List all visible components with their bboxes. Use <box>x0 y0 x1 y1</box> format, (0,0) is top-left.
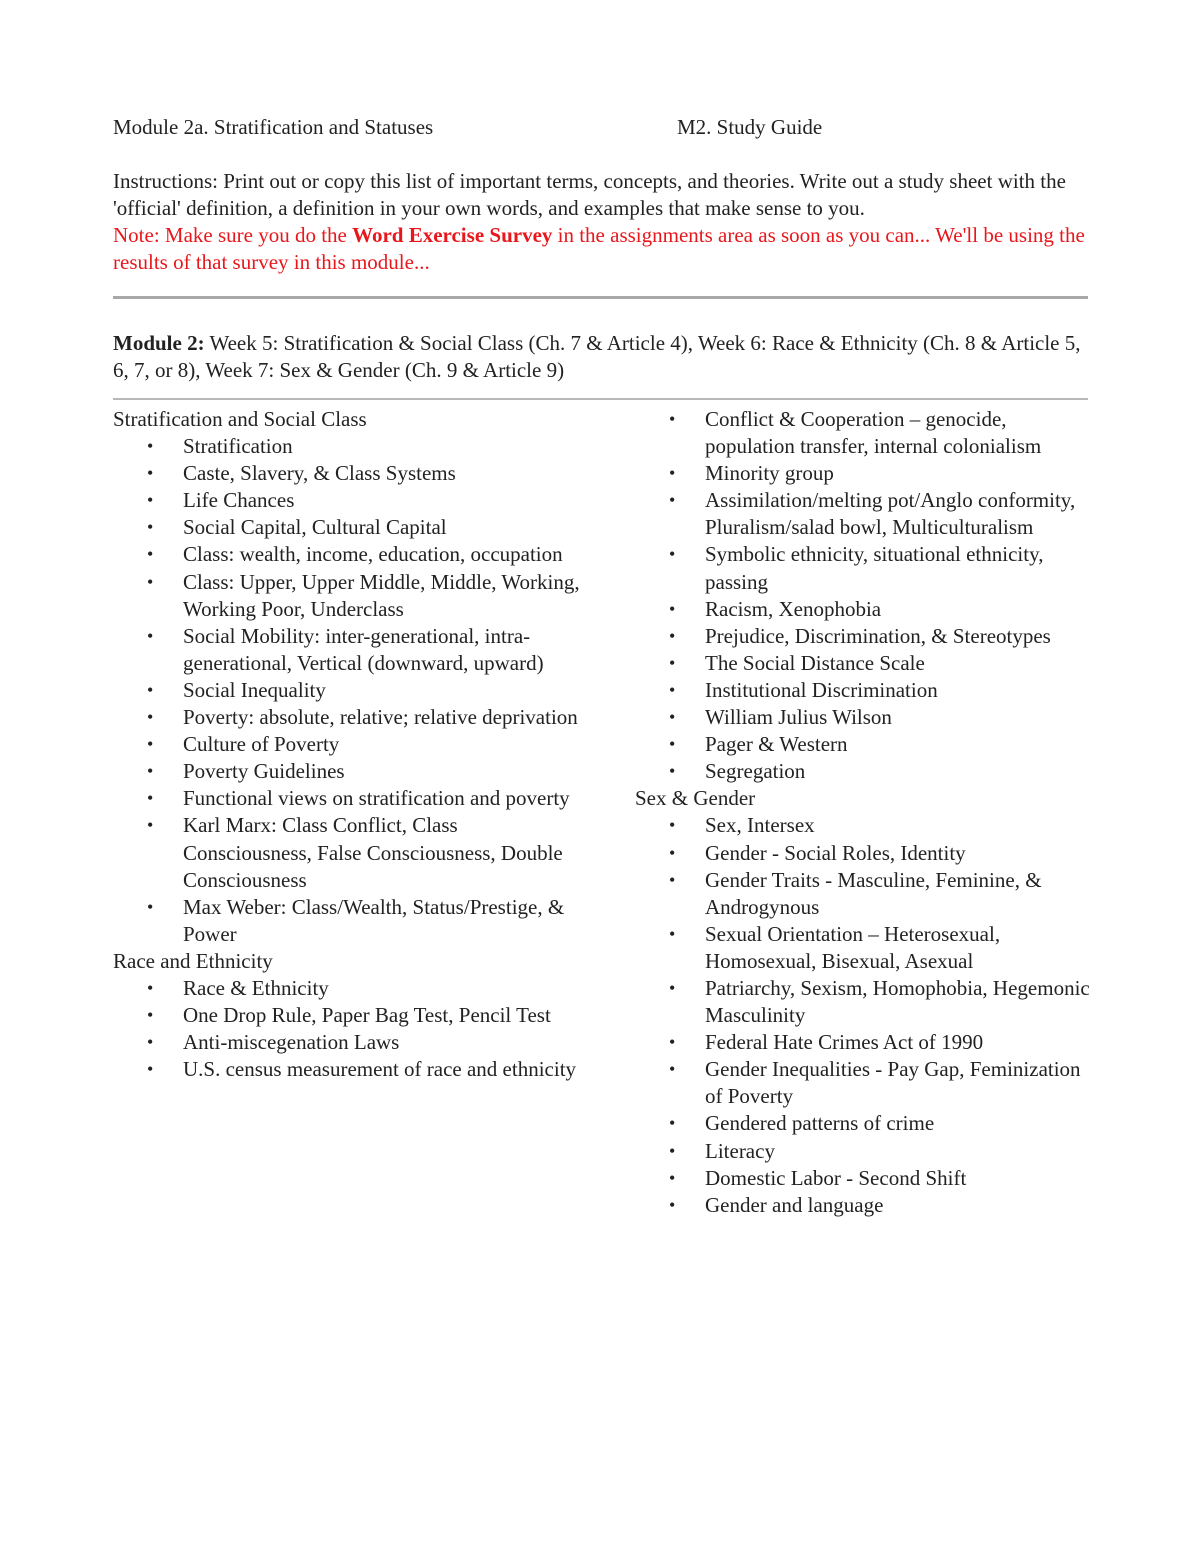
bullet-icon: • <box>147 1032 154 1053</box>
list-item-text: Assimilation/melting pot/Anglo conformity, Pluralism/salad bowl, Multiculturalism <box>705 488 1076 540</box>
list-item <box>635 812 1095 839</box>
divider <box>113 398 1088 400</box>
list-item <box>635 487 1095 541</box>
list-item <box>635 406 1095 460</box>
list-item-text: Karl Marx: Class Conflict, Class Consciousness, False Consciousness, Double Consciousness <box>183 813 563 892</box>
list-item-text: Social Capital, Cultural Capital <box>183 515 447 540</box>
list-item-text: Anti-miscegenation Laws <box>183 1030 400 1055</box>
bullet-icon: • <box>147 734 154 755</box>
bullet-icon: • <box>147 1005 154 1026</box>
list-item <box>113 758 583 785</box>
bullet-icon: • <box>147 707 154 728</box>
list-item <box>635 921 1095 975</box>
list-item-text: Social Mobility: inter-generational, intra-generational, Vertical (downward, upward) <box>183 623 544 675</box>
bullet-icon: • <box>669 1113 676 1134</box>
list-item <box>635 731 1095 758</box>
bullet-icon: • <box>669 707 676 728</box>
module-title: Module 2a. Stratification and Statuses <box>113 115 434 139</box>
list-item-text: Domestic Labor - Second Shift <box>705 1165 967 1190</box>
list-item <box>113 785 583 812</box>
note-paragraph <box>113 222 1088 276</box>
list-item-text: Gender Inequalities - Pay Gap, Feminization of Poverty <box>705 1057 1081 1109</box>
bullet-icon: • <box>669 409 676 429</box>
bullet-icon: • <box>669 490 676 511</box>
list-item <box>113 514 583 541</box>
section-title-stratification-and-social-class: Stratification and Social Class <box>113 407 367 431</box>
list-item <box>113 812 583 893</box>
list-item-text: Class: Upper, Upper Middle, Middle, Working, Working Poor, Underclass <box>183 569 580 621</box>
list-item <box>635 1165 1095 1192</box>
bullet-icon: • <box>669 869 676 890</box>
list-item-text: Functional views on stratification and poverty <box>183 786 570 811</box>
bullet-icon: • <box>669 1032 676 1053</box>
list-item-text: Literacy <box>705 1138 775 1163</box>
list-item <box>113 460 583 487</box>
module-text: Week 5: Stratification & Social Class (Ch. 7 & Article 4), Week 6: Race & Ethnicity (Ch. 8 & Article 5, 6, 7, or 8), Week 7: Sex & Gender (Ch. 9 & Article 9) <box>113 331 1081 382</box>
list-item-text: Life Chances <box>183 488 295 513</box>
bullet-icon: • <box>669 842 676 863</box>
list-item <box>113 541 583 568</box>
note-suffix: in the assignments area as soon as you can... We'll be using the results of that survey in this module... <box>113 223 1085 274</box>
list-item <box>635 1192 1095 1219</box>
bullet-icon: • <box>669 463 676 484</box>
term-list <box>635 812 1095 1218</box>
list-item-text: Social Inequality <box>183 677 326 702</box>
list-item <box>635 1056 1095 1110</box>
section-title-sex-gender: Sex & Gender <box>635 786 756 811</box>
list-item-text: Gendered patterns of crime <box>705 1111 935 1136</box>
bullet-icon: • <box>669 1140 676 1161</box>
list-item <box>635 1029 1095 1056</box>
list-item <box>113 1002 583 1029</box>
list-item-text: Gender - Social Roles, Identity <box>705 840 966 865</box>
list-item <box>113 894 583 948</box>
bullet-icon: • <box>147 761 154 782</box>
list-item-text: Class: wealth, income, education, occupation <box>183 542 563 567</box>
list-item <box>635 677 1095 704</box>
document-page <box>113 113 1090 1217</box>
list-item-text: Institutional Discrimination <box>705 677 938 702</box>
bullet-icon: • <box>669 1059 676 1080</box>
list-item-text: Culture of Poverty <box>183 732 340 757</box>
bullet-icon: • <box>669 1167 676 1188</box>
bullet-icon: • <box>669 815 676 836</box>
list-item-text: Max Weber: Class/Wealth, Status/Prestige, & Power <box>183 894 565 946</box>
list-item-text: Minority group <box>705 461 834 486</box>
list-item-text: Conflict & Cooperation – genocide, population transfer, internal colonialism <box>705 407 1042 459</box>
list-item <box>113 704 583 731</box>
list-item <box>113 1056 583 1083</box>
note-survey-name: Word Exercise Survey <box>352 223 553 247</box>
list-item <box>635 623 1095 650</box>
bullet-icon: • <box>147 463 154 484</box>
bullet-icon: • <box>147 1059 154 1080</box>
list-item <box>635 975 1095 1029</box>
guide-title: M2. Study Guide <box>677 115 823 139</box>
bullet-icon: • <box>147 788 154 809</box>
bullet-icon: • <box>147 490 154 511</box>
bullet-icon: • <box>669 544 676 565</box>
module-label: Module 2: <box>113 331 205 355</box>
list-item-text: The Social Distance Scale <box>705 650 925 675</box>
list-item-text: U.S. census measurement of race and ethnicity <box>183 1057 577 1082</box>
list-item <box>113 433 583 460</box>
list-item-text: Race & Ethnicity <box>183 975 329 1000</box>
bullet-icon: • <box>669 625 676 646</box>
term-list <box>113 975 583 1083</box>
bullet-icon: • <box>669 977 676 998</box>
list-item-text: William Julius Wilson <box>705 705 892 730</box>
list-item <box>635 1138 1095 1165</box>
list-item <box>113 731 583 758</box>
bullet-icon: • <box>147 544 154 565</box>
list-item-text: One Drop Rule, Paper Bag Test, Pencil Test <box>183 1003 551 1028</box>
bullet-icon: • <box>147 517 154 538</box>
bullet-icon: • <box>147 625 154 646</box>
section-title-race-and-ethnicity: Race and Ethnicity <box>113 948 273 973</box>
right-column <box>635 406 1095 1219</box>
bullet-icon: • <box>147 977 154 998</box>
term-list <box>635 406 1095 785</box>
list-item-text: Racism, Xenophobia <box>705 596 882 621</box>
list-item-text: Sexual Orientation – Heterosexual, Homosexual, Bisexual, Asexual <box>705 921 1001 973</box>
bullet-icon: • <box>669 679 676 700</box>
list-item-text: Prejudice, Discrimination, & Stereotypes <box>705 623 1051 648</box>
list-item-text: Symbolic ethnicity, situational ethnicity, passing <box>705 542 1044 594</box>
divider <box>113 296 1088 299</box>
bullet-icon: • <box>669 734 676 755</box>
list-item <box>113 487 583 514</box>
list-item-text: Caste, Slavery, & Class Systems <box>183 461 456 486</box>
list-item-text: Patriarchy, Sexism, Homophobia, Hegemonic Masculinity <box>705 975 1090 1028</box>
list-item <box>113 1029 583 1056</box>
list-item <box>635 541 1095 595</box>
list-item <box>635 1110 1095 1137</box>
list-item <box>635 460 1095 487</box>
bullet-icon: • <box>669 761 676 782</box>
bullet-icon: • <box>669 923 676 944</box>
list-item-text: Gender Traits - Masculine, Feminine, & Androgynous <box>705 867 1042 919</box>
list-item <box>635 650 1095 677</box>
bullet-icon: • <box>669 1194 676 1215</box>
module-overview <box>113 330 1088 384</box>
list-item-text: Pager & Western <box>705 732 848 757</box>
bullet-icon: • <box>147 815 154 836</box>
bullet-icon: • <box>147 436 154 457</box>
bullet-icon: • <box>147 571 154 592</box>
list-item <box>113 569 583 623</box>
left-column <box>113 406 583 1083</box>
list-item-text: Poverty Guidelines <box>183 759 345 784</box>
list-item-text: Sex, Intersex <box>705 813 815 838</box>
instructions-paragraph: Instructions: Print out or copy this list of important terms, concepts, and theories. Write out a study sheet with the 'official' definition, a definition in your own words, and examples that make sense to you. <box>113 169 1066 220</box>
list-item <box>635 704 1095 731</box>
list-item <box>113 975 583 1002</box>
list-item-text: Stratification <box>183 434 293 459</box>
list-item-text: Federal Hate Crimes Act of 1990 <box>705 1030 984 1055</box>
bullet-icon: • <box>669 652 676 673</box>
bullet-icon: • <box>147 896 154 917</box>
list-item <box>113 677 583 704</box>
note-prefix: Note: Make sure you do the <box>113 223 353 247</box>
list-item <box>113 623 583 677</box>
list-item <box>635 867 1095 921</box>
list-item <box>635 758 1095 785</box>
page-header <box>113 113 1088 141</box>
list-item-text: Gender and language <box>705 1192 884 1217</box>
list-item-text: Segregation <box>705 759 806 784</box>
bullet-icon: • <box>147 679 154 700</box>
list-item <box>635 596 1095 623</box>
list-item-text: Poverty: absolute, relative; relative deprivation <box>183 705 578 730</box>
list-item <box>635 840 1095 867</box>
term-list <box>113 433 583 948</box>
bullet-icon: • <box>669 598 676 619</box>
